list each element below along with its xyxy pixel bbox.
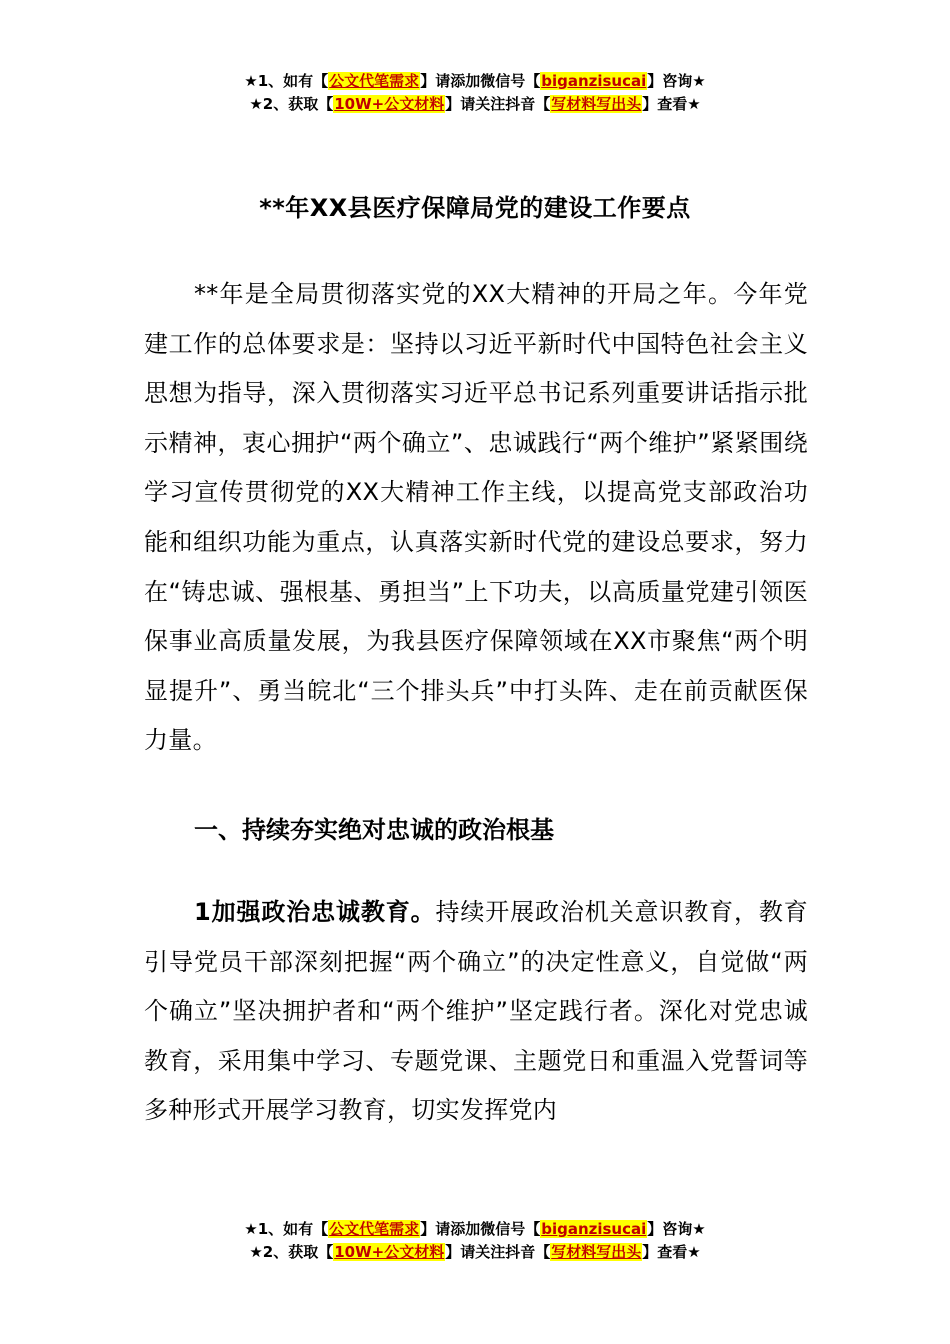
banner-highlight: 公文代笔需求 [329, 1220, 420, 1238]
banner-text: 】咨询★ [647, 1220, 706, 1238]
footer-banner [0, 1218, 950, 1264]
banner-highlight: biganzisucai [541, 72, 647, 90]
banner-text: ★1、如有【 [244, 1220, 329, 1238]
banner-text: 】咨询★ [647, 72, 706, 90]
banner-text: 】查看★ [642, 1243, 701, 1261]
banner-highlight: 公文代笔需求 [329, 72, 420, 90]
banner-text: 】请关注抖音【 [445, 95, 551, 113]
banner-text: ★2、获取【 [249, 1243, 334, 1261]
banner-line-1 [0, 1218, 950, 1241]
banner-text: 】请添加微信号【 [420, 1220, 541, 1238]
banner-highlight: biganzisucai [541, 1220, 647, 1238]
banner-text: ★1、如有【 [244, 72, 329, 90]
header-banner [0, 70, 950, 116]
banner-text: 】请关注抖音【 [445, 1243, 551, 1261]
banner-text: 】查看★ [642, 95, 701, 113]
banner-line-1 [0, 70, 950, 93]
banner-line-2 [0, 1241, 950, 1264]
banner-text: 】请添加微信号【 [420, 72, 541, 90]
banner-text: ★2、获取【 [249, 95, 334, 113]
section-heading: 一、持续夯实绝对忠诚的政治根基 [194, 816, 554, 844]
banner-highlight: 10W+公文材料 [334, 95, 445, 113]
item-label: 1加强政治忠诚教育。 [194, 898, 436, 926]
item-text: 持续开展政治机关意识教育，教育引导党员干部深刻把握“两个确立”的决定性意义，自觉做“两个确立”坚决拥护者和“两个维护”坚定践行者。深化对党忠诚教育，采用集中学习、专题党课、主题党日和重温入党誓词等多种形式开展学习教育，切实发挥党内 [144, 898, 809, 1125]
intro-paragraph: **年是全局贯彻落实党的XX大精神的开局之年。今年党建工作的总体要求是：坚持以习近平新时代中国特色社会主义思想为指导，深入贯彻落实习近平总书记系列重要讲话指示批示精神，衷心拥护“两个确立”、忠诚践行“两个维护”紧紧围绕学习宣传贯彻党的XX大精神工作主线，以提高党支部政治功能和组织功能为重点，认真落实新时代党的建设总要求，努力在“铸忠诚、强根基、勇担当”上下功夫，以高质量党建引领医保事业高质量发展，为我县医疗保障领域在XX市聚焦“两个明显提升”、勇当皖北“三个排头兵”中打头阵、走在前贡献医保力量。 [144, 280, 808, 755]
banner-highlight: 写材料写出头 [551, 1243, 642, 1261]
banner-line-2 [0, 93, 950, 116]
banner-highlight: 写材料写出头 [551, 95, 642, 113]
banner-highlight: 10W+公文材料 [334, 1243, 445, 1261]
document-title: **年XX县医疗保障局党的建设工作要点 [259, 194, 691, 222]
item-paragraph [144, 888, 808, 1136]
